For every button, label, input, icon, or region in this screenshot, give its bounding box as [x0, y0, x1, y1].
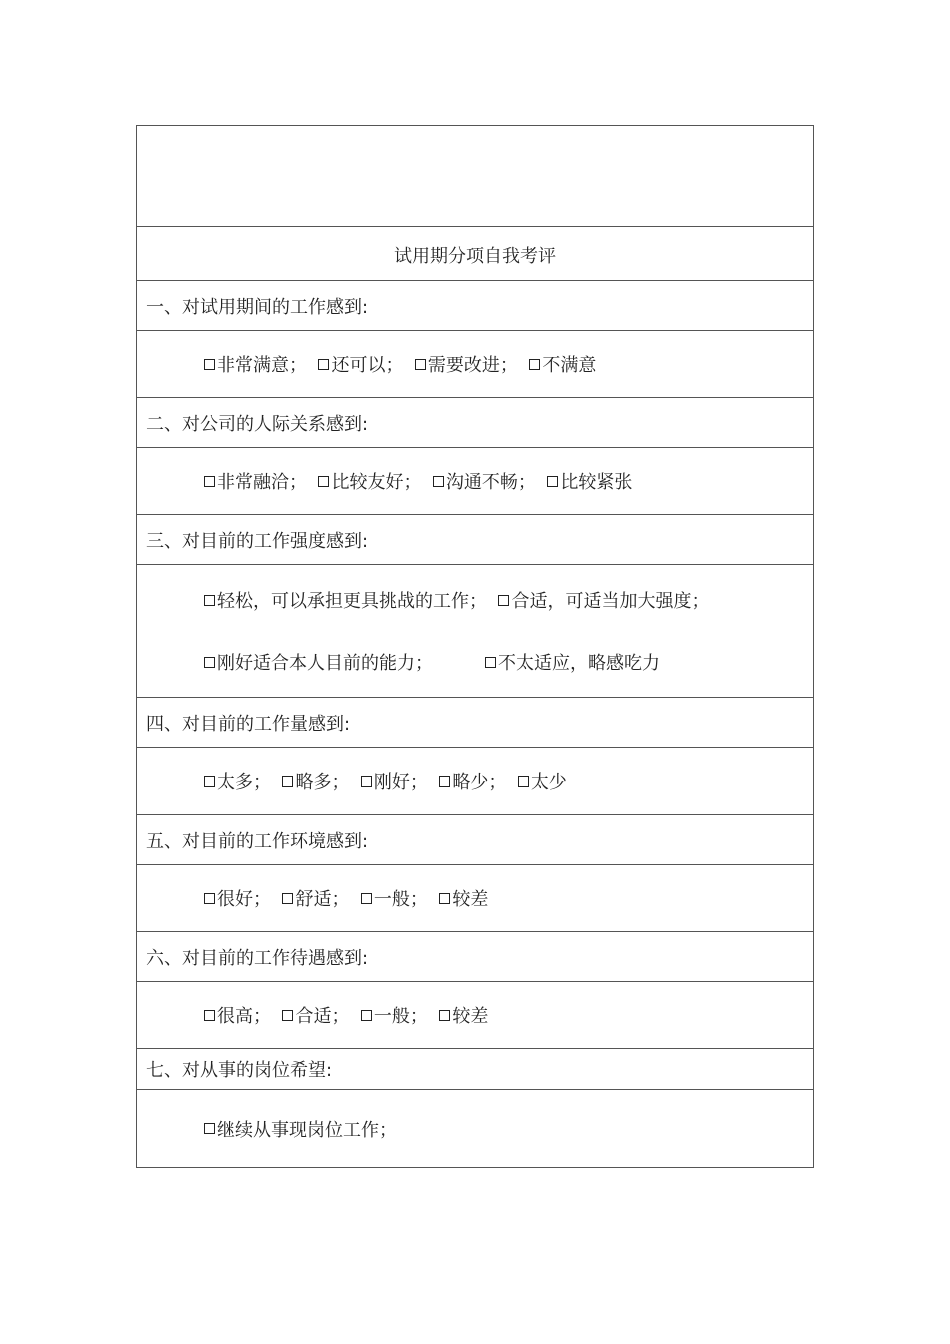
checkbox-icon[interactable]	[282, 776, 293, 787]
checkbox-icon[interactable]	[518, 776, 529, 787]
form-title: 试用期分项自我考评	[137, 226, 813, 280]
options-3	[137, 564, 813, 697]
options-1	[137, 330, 813, 397]
option-item[interactable]: 比较友好；	[318, 468, 421, 494]
option-item[interactable]: 比较紧张	[547, 468, 632, 494]
checkbox-icon[interactable]	[204, 893, 215, 904]
checkbox-icon[interactable]	[282, 893, 293, 904]
option-item[interactable]: 舒适；	[282, 885, 349, 911]
checkbox-icon[interactable]	[439, 893, 450, 904]
options-6	[137, 981, 813, 1048]
question-7: 七、对从事的岗位希望:	[137, 1048, 813, 1089]
checkbox-icon[interactable]	[415, 359, 426, 370]
option-item[interactable]: 太少	[518, 768, 567, 794]
option-item[interactable]: 轻松，可以承担更具挑战的工作；	[204, 587, 487, 613]
question-2: 二、对公司的人际关系感到:	[137, 397, 813, 447]
option-item[interactable]: 刚好适合本人目前的能力；	[204, 649, 433, 675]
checkbox-icon[interactable]	[485, 657, 496, 668]
option-item[interactable]: 沟通不畅；	[433, 468, 536, 494]
options-line	[204, 649, 660, 675]
checkbox-icon[interactable]	[439, 1010, 450, 1021]
option-item[interactable]: 非常融洽；	[204, 468, 307, 494]
options-7	[137, 1089, 813, 1167]
option-item[interactable]: 略少；	[439, 768, 506, 794]
checkbox-icon[interactable]	[204, 359, 215, 370]
options-line	[204, 587, 709, 613]
option-item[interactable]: 太多；	[204, 768, 271, 794]
checkbox-icon[interactable]	[361, 776, 372, 787]
checkbox-icon[interactable]	[204, 1010, 215, 1021]
options-5	[137, 864, 813, 931]
option-item[interactable]: 一般；	[361, 1002, 428, 1028]
option-item[interactable]: 继续从事现岗位工作；	[204, 1116, 397, 1142]
checkbox-icon[interactable]	[282, 1010, 293, 1021]
option-item[interactable]: 不太适应，略感吃力	[485, 649, 660, 675]
checkbox-icon[interactable]	[547, 476, 558, 487]
checkbox-icon[interactable]	[361, 1010, 372, 1021]
checkbox-icon[interactable]	[204, 476, 215, 487]
option-item[interactable]: 合适，可适当加大强度；	[498, 587, 709, 613]
question-3: 三、对目前的工作强度感到:	[137, 514, 813, 564]
checkbox-icon[interactable]	[204, 776, 215, 787]
option-item[interactable]: 略多；	[282, 768, 349, 794]
checkbox-icon[interactable]	[318, 476, 329, 487]
checkbox-icon[interactable]	[204, 657, 215, 668]
checkbox-icon[interactable]	[498, 595, 509, 606]
checkbox-icon[interactable]	[529, 359, 540, 370]
option-item[interactable]: 较差	[439, 1002, 488, 1028]
option-item[interactable]: 很好；	[204, 885, 271, 911]
option-item[interactable]: 不满意	[529, 351, 596, 377]
option-item[interactable]: 刚好；	[361, 768, 428, 794]
option-item[interactable]: 很高；	[204, 1002, 271, 1028]
checkbox-icon[interactable]	[318, 359, 329, 370]
option-item[interactable]: 非常满意；	[204, 351, 307, 377]
option-item[interactable]: 较差	[439, 885, 488, 911]
question-5: 五、对目前的工作环境感到:	[137, 814, 813, 864]
option-item[interactable]: 一般；	[361, 885, 428, 911]
checkbox-icon[interactable]	[439, 776, 450, 787]
options-4	[137, 747, 813, 814]
question-6: 六、对目前的工作待遇感到:	[137, 931, 813, 981]
blank-header-cell	[137, 126, 813, 226]
question-4: 四、对目前的工作量感到:	[137, 697, 813, 747]
option-item[interactable]: 需要改进；	[415, 351, 518, 377]
options-2	[137, 447, 813, 514]
question-1: 一、对试用期间的工作感到:	[137, 280, 813, 330]
checkbox-icon[interactable]	[361, 893, 372, 904]
checkbox-icon[interactable]	[204, 1123, 215, 1134]
checkbox-icon[interactable]	[204, 595, 215, 606]
option-item[interactable]: 还可以；	[318, 351, 403, 377]
checkbox-icon[interactable]	[433, 476, 444, 487]
option-item[interactable]: 合适；	[282, 1002, 349, 1028]
evaluation-form-table	[136, 125, 814, 1168]
